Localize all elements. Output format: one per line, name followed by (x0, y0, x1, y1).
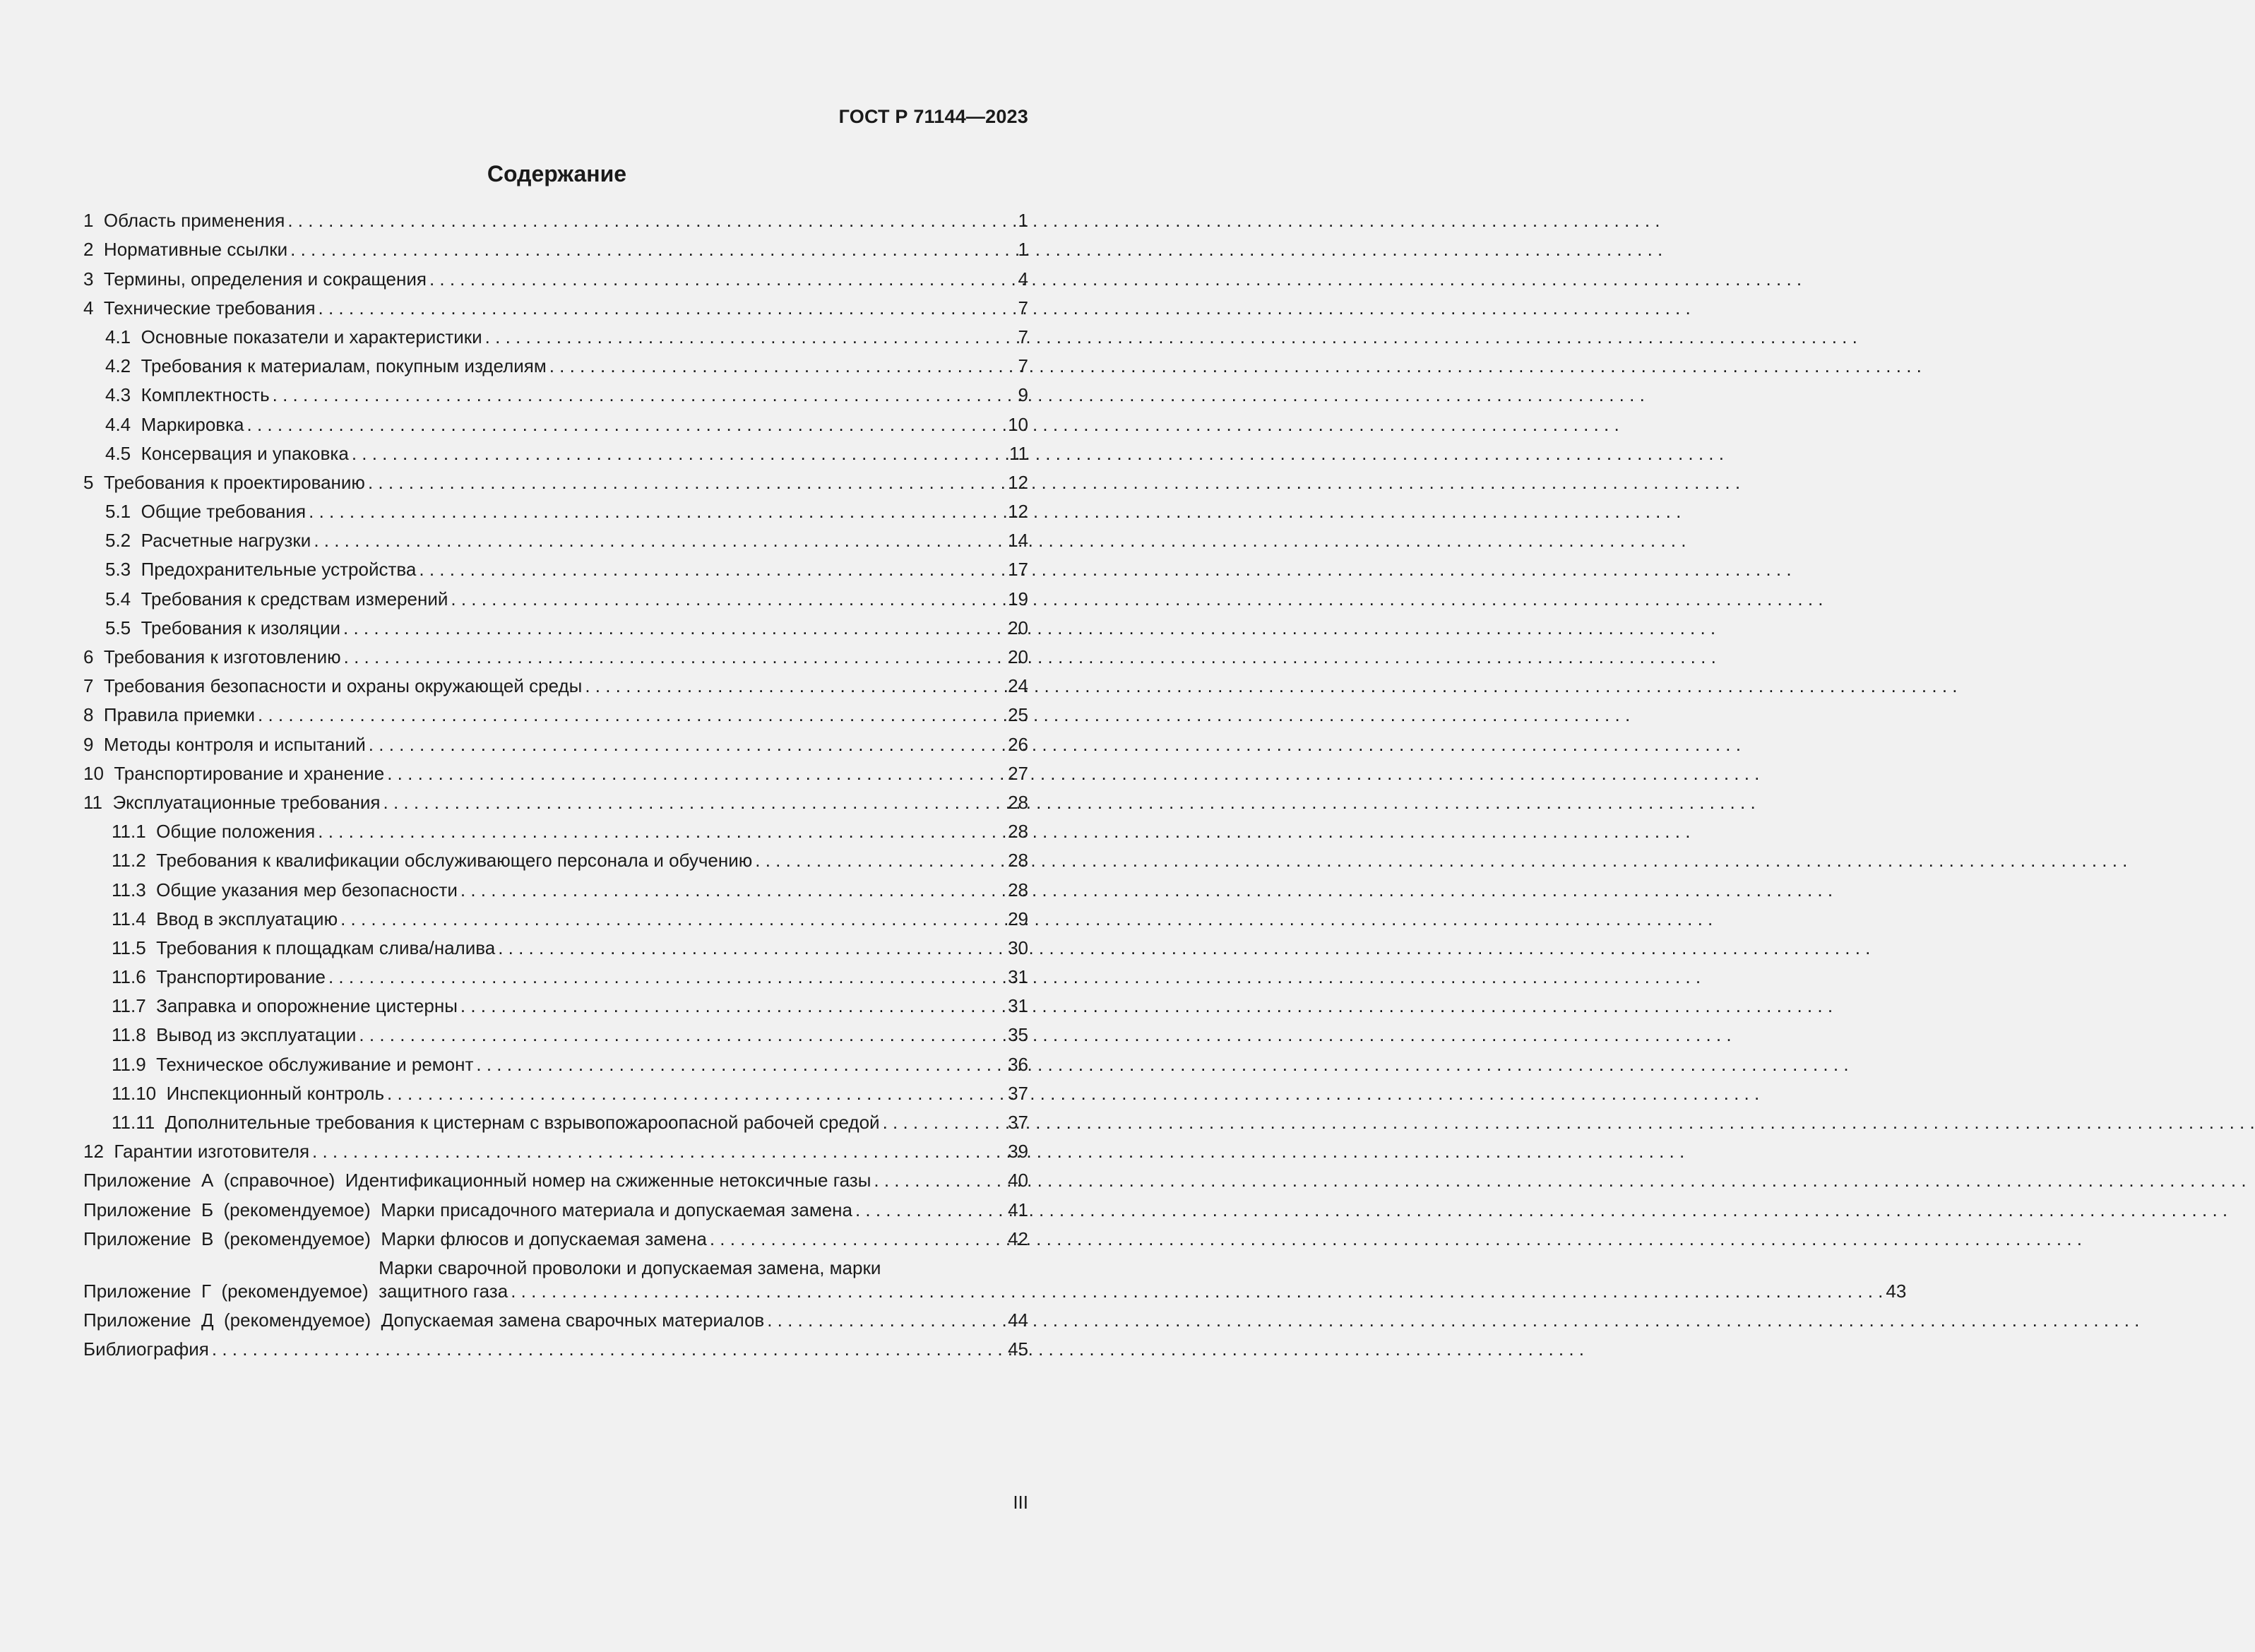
toc-entry-label: Правила приемки (103, 704, 256, 726)
appendix-label: Идентификационный номер на сжиженные нетоксичные газы (345, 1170, 871, 1192)
dot-leader (429, 268, 1016, 291)
toc-entry-number: 2 (83, 239, 104, 261)
toc-entry-number: 11.7 (112, 995, 157, 1017)
toc-entry[interactable] (83, 756, 1028, 785)
toc-entry-appendix[interactable] (83, 1192, 1028, 1221)
dot-leader (312, 1140, 1005, 1163)
toc-entry[interactable] (83, 320, 1028, 349)
dot-leader (460, 879, 1005, 902)
toc-entry-number: 11.1 (112, 821, 157, 843)
toc-entry-page: 12 (1008, 501, 1028, 523)
dot-leader (460, 994, 1005, 1018)
toc-entry[interactable] (83, 203, 1028, 232)
appendix-page: 40 (1008, 1170, 1028, 1192)
toc-entry-page: 1 (1018, 239, 1028, 261)
toc-entry-page: 30 (1008, 937, 1028, 958)
toc-entry-number: 11.5 (112, 937, 157, 958)
toc-entry-page: 25 (1008, 704, 1028, 726)
toc-entry[interactable] (83, 261, 1028, 290)
appendix-g-head: Приложение Г (рекомендуемое) (83, 1280, 379, 1302)
toc-entry-number: 12 (83, 1141, 114, 1163)
appendix-head: Приложение А (справочное) (83, 1170, 345, 1192)
toc-entry-appendix-g[interactable] (83, 1251, 1907, 1303)
toc-entry-number: 5.3 (105, 559, 141, 581)
appendix-d-head: Приложение Д (рекомендуемое) (83, 1309, 381, 1331)
toc-entry-number: 5.5 (105, 617, 141, 638)
toc-entry-label: Требования к проектированию (103, 471, 365, 493)
toc-entry-number: 11.9 (112, 1053, 157, 1075)
toc-entry-label: Консервация и упаковка (141, 442, 349, 464)
toc-entry[interactable] (83, 960, 1028, 989)
toc-entry-label: Комплектность (141, 384, 270, 406)
dot-leader (340, 908, 1005, 931)
appendix-label: Марки присадочного материала и допускаемая замена (381, 1199, 852, 1220)
toc-entry-label: Технические требования (103, 297, 316, 319)
toc-entry-page: 4 (1018, 268, 1028, 290)
toc-entry-number: 4.1 (105, 326, 141, 347)
toc-entry[interactable] (83, 523, 1028, 552)
toc-entry-page: 11 (1009, 442, 1028, 464)
toc-entry-label: Транспортирование (156, 966, 326, 988)
dot-leader (343, 617, 1005, 640)
dot-leader (287, 209, 1015, 232)
toc-entry-number: 5.1 (105, 501, 141, 523)
dot-leader (368, 471, 1005, 494)
toc-entry-appendix[interactable] (83, 1222, 1028, 1251)
toc-entry-label: Техническое обслуживание и ремонт (156, 1053, 474, 1075)
toc-entry[interactable] (83, 552, 1028, 581)
dot-leader (247, 413, 1006, 436)
table-of-contents (83, 203, 1907, 1361)
appendix-d-label: Допускаемая замена сварочных материалов (381, 1309, 765, 1331)
toc-appendices (83, 1163, 1028, 1251)
toc-entries (83, 203, 1028, 1163)
toc-entry-label: Вывод из эксплуатации (156, 1024, 357, 1046)
dot-leader (328, 965, 1005, 989)
toc-entry-page: 37 (1008, 1112, 1028, 1133)
toc-entry-page: 12 (1008, 471, 1028, 493)
dot-leader (498, 937, 1005, 960)
appendix-d-page: 44 (1008, 1309, 1028, 1331)
toc-entry-number: 8 (83, 704, 104, 726)
toc-entry-label: Общие требования (141, 501, 307, 523)
toc-entry-page: 28 (1008, 791, 1028, 813)
toc-entry-page: 36 (1008, 1053, 1028, 1075)
toc-entry-page: 14 (1008, 530, 1028, 552)
toc-entry[interactable] (83, 494, 1028, 523)
toc-entry-label: Нормативные ссылки (103, 239, 288, 261)
toc-entry-number: 4.4 (105, 413, 141, 435)
toc-entry-number: 3 (83, 268, 104, 290)
toc-entry-appendix[interactable] (83, 1163, 1028, 1192)
document-code: ГОСТ Р 71144—2023 (838, 106, 1028, 127)
toc-entry[interactable] (83, 1105, 1028, 1134)
dot-leader (352, 442, 1006, 465)
toc-entry-number: 10 (83, 762, 114, 784)
toc-entry-page: 35 (1008, 1024, 1028, 1046)
toc-entry[interactable] (83, 698, 1028, 727)
toc-entry-page: 20 (1008, 617, 1028, 638)
toc-entry[interactable] (83, 785, 1028, 814)
toc-entry-page: 37 (1008, 1082, 1028, 1104)
dot-leader (767, 1309, 1005, 1332)
toc-entry[interactable] (83, 931, 1028, 960)
toc-entry-label: Требования к изоляции (141, 617, 340, 638)
dot-leader (549, 355, 1016, 378)
toc-entry-label: Ввод в эксплуатацию (156, 908, 338, 929)
toc-entry-page: 27 (1008, 762, 1028, 784)
toc-entry-label: Требования к материалам, покупным изделиям (141, 355, 547, 377)
toc-entry[interactable] (83, 814, 1028, 843)
toc-entry[interactable] (83, 1076, 1028, 1105)
dot-leader (855, 1199, 1005, 1222)
toc-entry-number: 4.5 (105, 442, 141, 464)
dot-leader (318, 820, 1005, 843)
toc-entry-page: 7 (1018, 355, 1028, 377)
toc-entry-label: Требования к площадкам слива/налива (156, 937, 496, 958)
toc-entry-bibliography[interactable] (83, 1332, 1028, 1361)
toc-entry-label: Расчетные нагрузки (141, 530, 311, 552)
toc-entry-page: 20 (1008, 646, 1028, 667)
toc-entry-number: 11.4 (112, 908, 157, 929)
toc-entry-number: 9 (83, 733, 104, 755)
toc-entry-number: 11.3 (112, 879, 157, 901)
toc-entry-label: Область применения (103, 210, 285, 232)
dot-leader (387, 762, 1005, 785)
toc-entry-page: 17 (1008, 559, 1028, 581)
toc-entry[interactable] (83, 349, 1028, 378)
toc-entry-label: Заправка и опорожнение цистерны (156, 995, 458, 1017)
appendix-g-label-line1: Марки сварочной проволоки и допускаемая замена, марки (379, 1256, 881, 1278)
toc-entry-label: Методы контроля и испытаний (103, 733, 366, 755)
toc-entry-page: 26 (1008, 733, 1028, 755)
appendix-page: 41 (1008, 1199, 1028, 1220)
toc-entry[interactable] (83, 465, 1028, 494)
toc-entry[interactable] (83, 989, 1028, 1018)
toc-entry-page: 31 (1008, 995, 1028, 1017)
toc-entry-label: Требования к квалификации обслуживающего персонала и обучению (156, 850, 753, 872)
toc-entry-number: 11.10 (112, 1082, 167, 1104)
dot-leader (883, 1111, 1006, 1134)
toc-entry-page: 19 (1008, 588, 1028, 610)
dot-leader (359, 1023, 1005, 1047)
toc-entry-page: 28 (1008, 821, 1028, 843)
dot-leader (476, 1053, 1005, 1076)
toc-entry-label: Общие положения (156, 821, 316, 843)
toc-entry-page: 1 (1018, 210, 1028, 232)
appendix-page: 42 (1008, 1228, 1028, 1249)
toc-entry-number: 4 (83, 297, 104, 319)
toc-entry-number: 11.11 (112, 1112, 165, 1133)
toc-entry-number: 4.2 (105, 355, 141, 377)
dot-leader (258, 703, 1005, 727)
page-number: III (1013, 1492, 1028, 1513)
toc-entry-page: 9 (1018, 384, 1028, 406)
toc-entry[interactable] (83, 611, 1028, 640)
dot-leader (755, 849, 1005, 872)
dot-leader (344, 646, 1005, 669)
toc-entry[interactable] (83, 378, 1028, 407)
toc-entry-label: Эксплуатационные требования (112, 791, 381, 813)
dot-leader (309, 500, 1005, 523)
dot-leader (319, 297, 1016, 320)
toc-entry-appendix-d[interactable] (83, 1303, 1028, 1332)
bibliography-page: 45 (1008, 1338, 1028, 1360)
toc-entry-page: 24 (1008, 675, 1028, 697)
toc-entry-page: 28 (1008, 850, 1028, 872)
toc-title: Содержание (487, 161, 627, 186)
toc-entry[interactable] (83, 872, 1028, 901)
toc-entry-page: 31 (1008, 966, 1028, 988)
dot-leader (383, 791, 1006, 814)
toc-entry-number: 11.2 (112, 850, 157, 872)
toc-entry[interactable] (83, 669, 1028, 698)
toc-entry-number: 5.2 (105, 530, 141, 552)
toc-entry-label: Транспортирование и хранение (114, 762, 385, 784)
toc-entry-number: 4.3 (105, 384, 141, 406)
toc-entry[interactable] (83, 727, 1028, 756)
toc-entry[interactable] (83, 640, 1028, 669)
dot-leader (387, 1082, 1005, 1105)
toc-entry-number: 5 (83, 471, 104, 493)
appendix-head: Приложение В (рекомендуемое) (83, 1228, 381, 1249)
toc-entry-number: 6 (83, 646, 104, 667)
toc-entry[interactable] (83, 581, 1028, 610)
dot-leader (511, 1280, 1883, 1303)
dot-leader (419, 558, 1005, 581)
toc-entry-number: 11 (83, 791, 113, 813)
toc-entry[interactable] (83, 436, 1028, 465)
toc-entry-label: Инспекционный контроль (166, 1082, 385, 1104)
toc-entry-number: 1 (83, 210, 104, 232)
toc-entry[interactable] (83, 1047, 1028, 1076)
toc-entry-number: 7 (83, 675, 104, 697)
toc-entry[interactable] (83, 232, 1028, 261)
toc-entry-label: Дополнительные требования к цистернам с взрывопожароопасной рабочей средой (165, 1112, 880, 1133)
toc-entry-label: Требования безопасности и охраны окружающей среды (103, 675, 583, 697)
toc-entry-label: Требования к средствам измерений (141, 588, 448, 610)
toc-entry-label: Основные показатели и характеристики (141, 326, 482, 347)
toc-entry-label: Гарантии изготовителя (114, 1141, 310, 1163)
toc-entry-page: 28 (1008, 879, 1028, 901)
toc-entry[interactable] (83, 291, 1028, 320)
toc-entry-number: 11.8 (112, 1024, 157, 1046)
toc-entry-label: Термины, определения и сокращения (103, 268, 427, 290)
dot-leader (874, 1169, 1005, 1192)
toc-entry[interactable] (83, 407, 1028, 436)
appendix-label: Марки флюсов и допускаемая замена (381, 1228, 707, 1249)
dot-leader (585, 675, 1005, 698)
toc-entry-page: 39 (1008, 1141, 1028, 1163)
dot-leader (290, 238, 1015, 261)
bibliography-label: Библиография (83, 1338, 209, 1360)
toc-entry-page: 10 (1008, 413, 1028, 435)
toc-entry-page: 29 (1008, 908, 1028, 929)
toc-entry-label: Предохранительные устройства (141, 559, 417, 581)
dot-leader (369, 733, 1005, 756)
toc-entry[interactable] (83, 1134, 1028, 1163)
dot-leader (273, 384, 1016, 407)
toc-entry-page: 7 (1018, 297, 1028, 319)
toc-entry-label: Маркировка (141, 413, 244, 435)
dot-leader (710, 1228, 1005, 1251)
dot-leader (314, 529, 1005, 552)
toc-entry-page: 7 (1018, 326, 1028, 347)
toc-entry-label: Требования к изготовлению (103, 646, 341, 667)
toc-entry[interactable] (83, 902, 1028, 931)
appendix-g-page: 43 (1886, 1280, 1907, 1302)
dot-leader (485, 326, 1016, 349)
toc-entry[interactable] (83, 843, 1028, 872)
appendix-head: Приложение Б (рекомендуемое) (83, 1199, 381, 1220)
toc-entry-number: 11.6 (112, 966, 157, 988)
toc-entry[interactable] (83, 1018, 1028, 1047)
appendix-g-label-line2: защитного газа (379, 1280, 508, 1302)
dot-leader (451, 588, 1005, 611)
toc-entry-label: Общие указания мер безопасности (156, 879, 458, 901)
toc-entry-number: 5.4 (105, 588, 141, 610)
dot-leader (212, 1338, 1005, 1361)
